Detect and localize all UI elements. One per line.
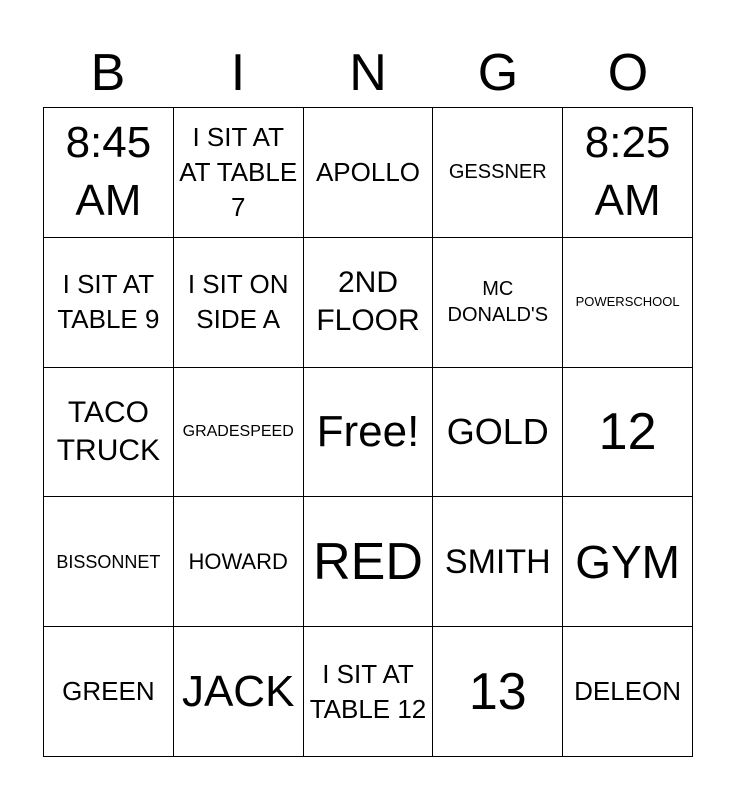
bingo-cell[interactable]	[174, 627, 304, 757]
bingo-cell[interactable]	[174, 497, 304, 627]
cell-text: APOLLO	[315, 156, 421, 187]
bingo-cell[interactable]	[304, 238, 434, 368]
cell-text: GREEN	[62, 676, 155, 707]
bingo-cell[interactable]	[304, 497, 434, 627]
bingo-cell[interactable]	[44, 368, 174, 498]
cell-text: RED	[313, 532, 423, 591]
bingo-cell[interactable]	[433, 108, 563, 238]
free-space-cell[interactable]	[304, 368, 434, 498]
cell-text: I SIT AT TABLE 12	[309, 658, 427, 724]
cell-text: JACK	[181, 666, 295, 716]
cell-text: I SIT AT TABLE 9	[57, 269, 160, 335]
cell-text: GRADESPEED	[182, 422, 294, 440]
cell-text: HOWARD	[188, 548, 288, 574]
header-letter-g: G	[477, 44, 519, 102]
bingo-cell[interactable]	[174, 368, 304, 498]
bingo-cell[interactable]	[44, 627, 174, 757]
bingo-cell[interactable]	[433, 627, 563, 757]
bingo-cell[interactable]	[563, 108, 693, 238]
cell-text: I SIT ON SIDE A	[187, 269, 289, 335]
cell-text: 8:45 AM	[65, 118, 152, 226]
bingo-cell[interactable]	[304, 627, 434, 757]
cell-text: GESSNER	[448, 161, 547, 184]
cell-text: SMITH	[444, 542, 551, 581]
header-letter-i: I	[230, 44, 246, 102]
bingo-cell[interactable]	[563, 238, 693, 368]
cell-text: DELEON	[574, 676, 682, 707]
header-letter-o: O	[607, 44, 649, 102]
bingo-cell[interactable]	[563, 497, 693, 627]
bingo-header	[43, 42, 693, 104]
cell-text: TACO TRUCK	[56, 395, 161, 467]
cell-text: 2ND FLOOR	[316, 266, 420, 338]
header-letter-b: B	[90, 44, 126, 102]
bingo-cell[interactable]	[563, 368, 693, 498]
bingo-cell[interactable]	[433, 497, 563, 627]
cell-text: I SIT AT AT TABLE 7	[179, 121, 298, 222]
cell-text: POWERSCHOOL	[575, 294, 680, 310]
cell-text: 8:25 AM	[584, 118, 671, 226]
header-letter-n: N	[349, 44, 387, 102]
bingo-card-grid	[43, 107, 693, 757]
bingo-cell[interactable]	[433, 368, 563, 498]
cell-text: MC DONALD'S	[447, 278, 549, 327]
bingo-cell[interactable]	[563, 627, 693, 757]
cell-text: GOLD	[446, 410, 549, 452]
cell-text: 12	[598, 402, 657, 461]
cell-text: GYM	[575, 535, 680, 588]
bingo-cell[interactable]	[304, 108, 434, 238]
bingo-cell[interactable]	[44, 108, 174, 238]
bingo-cell[interactable]	[433, 238, 563, 368]
bingo-cell[interactable]	[174, 238, 304, 368]
cell-text: Free!	[316, 406, 420, 456]
cell-text: BISSONNET	[56, 551, 161, 572]
bingo-cell[interactable]	[44, 497, 174, 627]
bingo-cell[interactable]	[174, 108, 304, 238]
bingo-cell[interactable]	[44, 238, 174, 368]
cell-text: 13	[468, 662, 527, 721]
